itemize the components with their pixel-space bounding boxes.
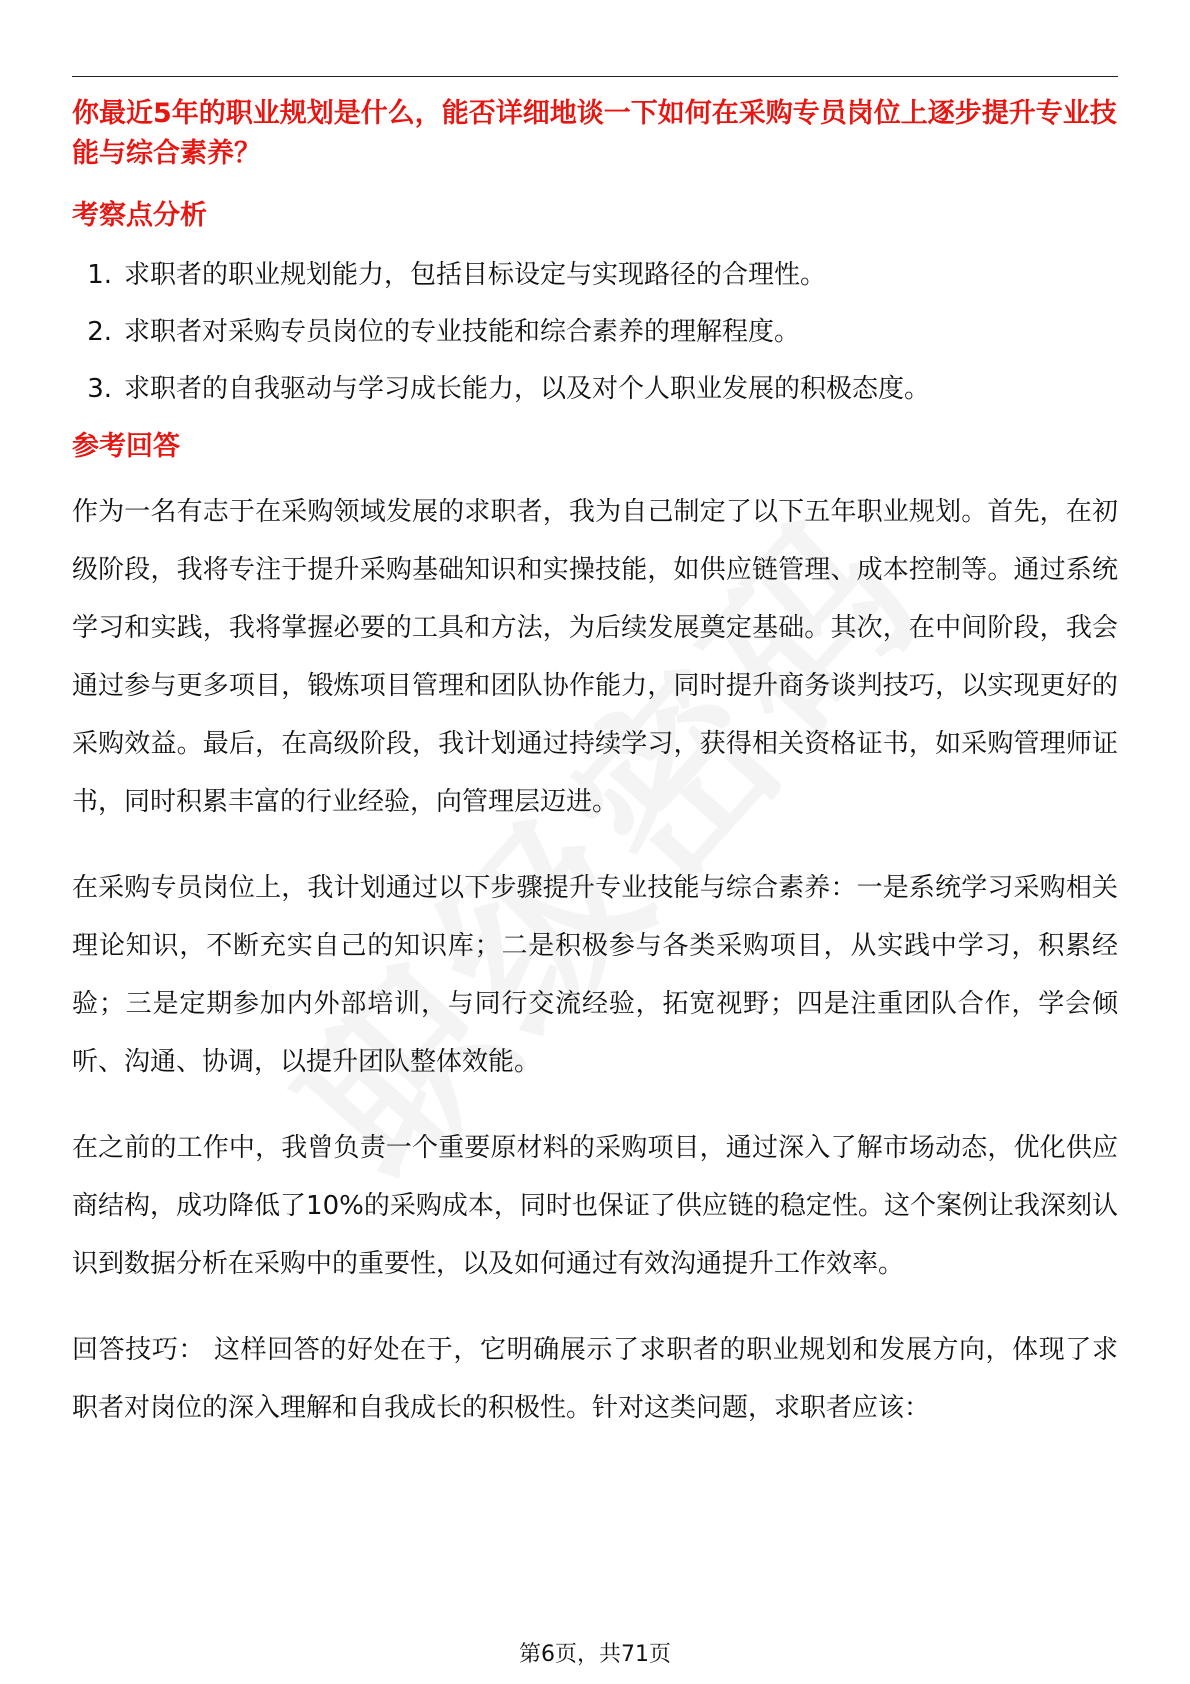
question-title: 你最近5年的职业规划是什么，能否详细地谈一下如何在采购专员岗位上逐步提升专业技能与综合素养？ (72, 98, 1117, 169)
list-item-text: 求职者对采购专员岗位的专业技能和综合素养的理解程度。 (124, 317, 801, 347)
list-item (72, 313, 1118, 351)
answer-paragraph: 作为一名有志于在采购领域发展的求职者，我为自己制定了以下五年职业规划。首先，在初级阶段，我将专注于提升采购基础知识和实操技能，如供应链管理、成本控制等。通过系统学习和实践，我将掌握必要的工具和方法，为后续发展奠定基础。其次，在中间阶段，我会通过参与更多项目，锻炼项目管理和团队协作能力，同时提升商务谈判技巧，以实现更好的采购效益。最后，在高级阶段，我计划通过持续学习，获得相关资格证书，如采购管理师证书，同时积累丰富的行业经验，向管理层迈进。 (72, 497, 1118, 817)
page-number: 第6页，共71页 (519, 1642, 671, 1667)
page-content (72, 94, 1118, 1437)
header-rule (72, 76, 1118, 77)
list-item-text: 求职者的职业规划能力，包括目标设定与实现路径的合理性。 (124, 260, 827, 290)
answer-heading: 参考回答 (72, 431, 180, 462)
list-item (72, 370, 1118, 408)
answer-paragraph: 在之前的工作中，我曾负责一个重要原材料的采购项目，通过深入了解市场动态，优化供应商结构，成功降低了10%的采购成本，同时也保证了供应链的稳定性。这个案例让我深刻认识到数据分析在采购中的重要性，以及如何通过有效沟通提升工作效率。 (72, 1133, 1118, 1279)
list-item (72, 256, 1118, 294)
analysis-heading: 考察点分析 (72, 200, 207, 231)
answer-tips-paragraph: 回答技巧： 这样回答的好处在于，它明确展示了求职者的职业规划和发展方向，体现了求职者对岗位的深入理解和自我成长的积极性。针对这类问题，求职者应该： (72, 1335, 1118, 1423)
list-item-number: 2. (87, 317, 112, 347)
list-item-text: 求职者的自我驱动与学习成长能力，以及对个人职业发展的积极态度。 (124, 374, 931, 404)
list-item-number: 3. (87, 374, 112, 404)
analysis-list (72, 256, 1118, 408)
answer-paragraph: 在采购专员岗位上，我计划通过以下步骤提升专业技能与综合素养：一是系统学习采购相关理论知识，不断充实自己的知识库；二是积极参与各类采购项目，从实践中学习，积累经验；三是定期参加内外部培训，与同行交流经验，拓宽视野；四是注重团队合作，学会倾听、沟通、协调，以提升团队整体效能。 (72, 873, 1118, 1077)
list-item-number: 1. (87, 260, 112, 290)
